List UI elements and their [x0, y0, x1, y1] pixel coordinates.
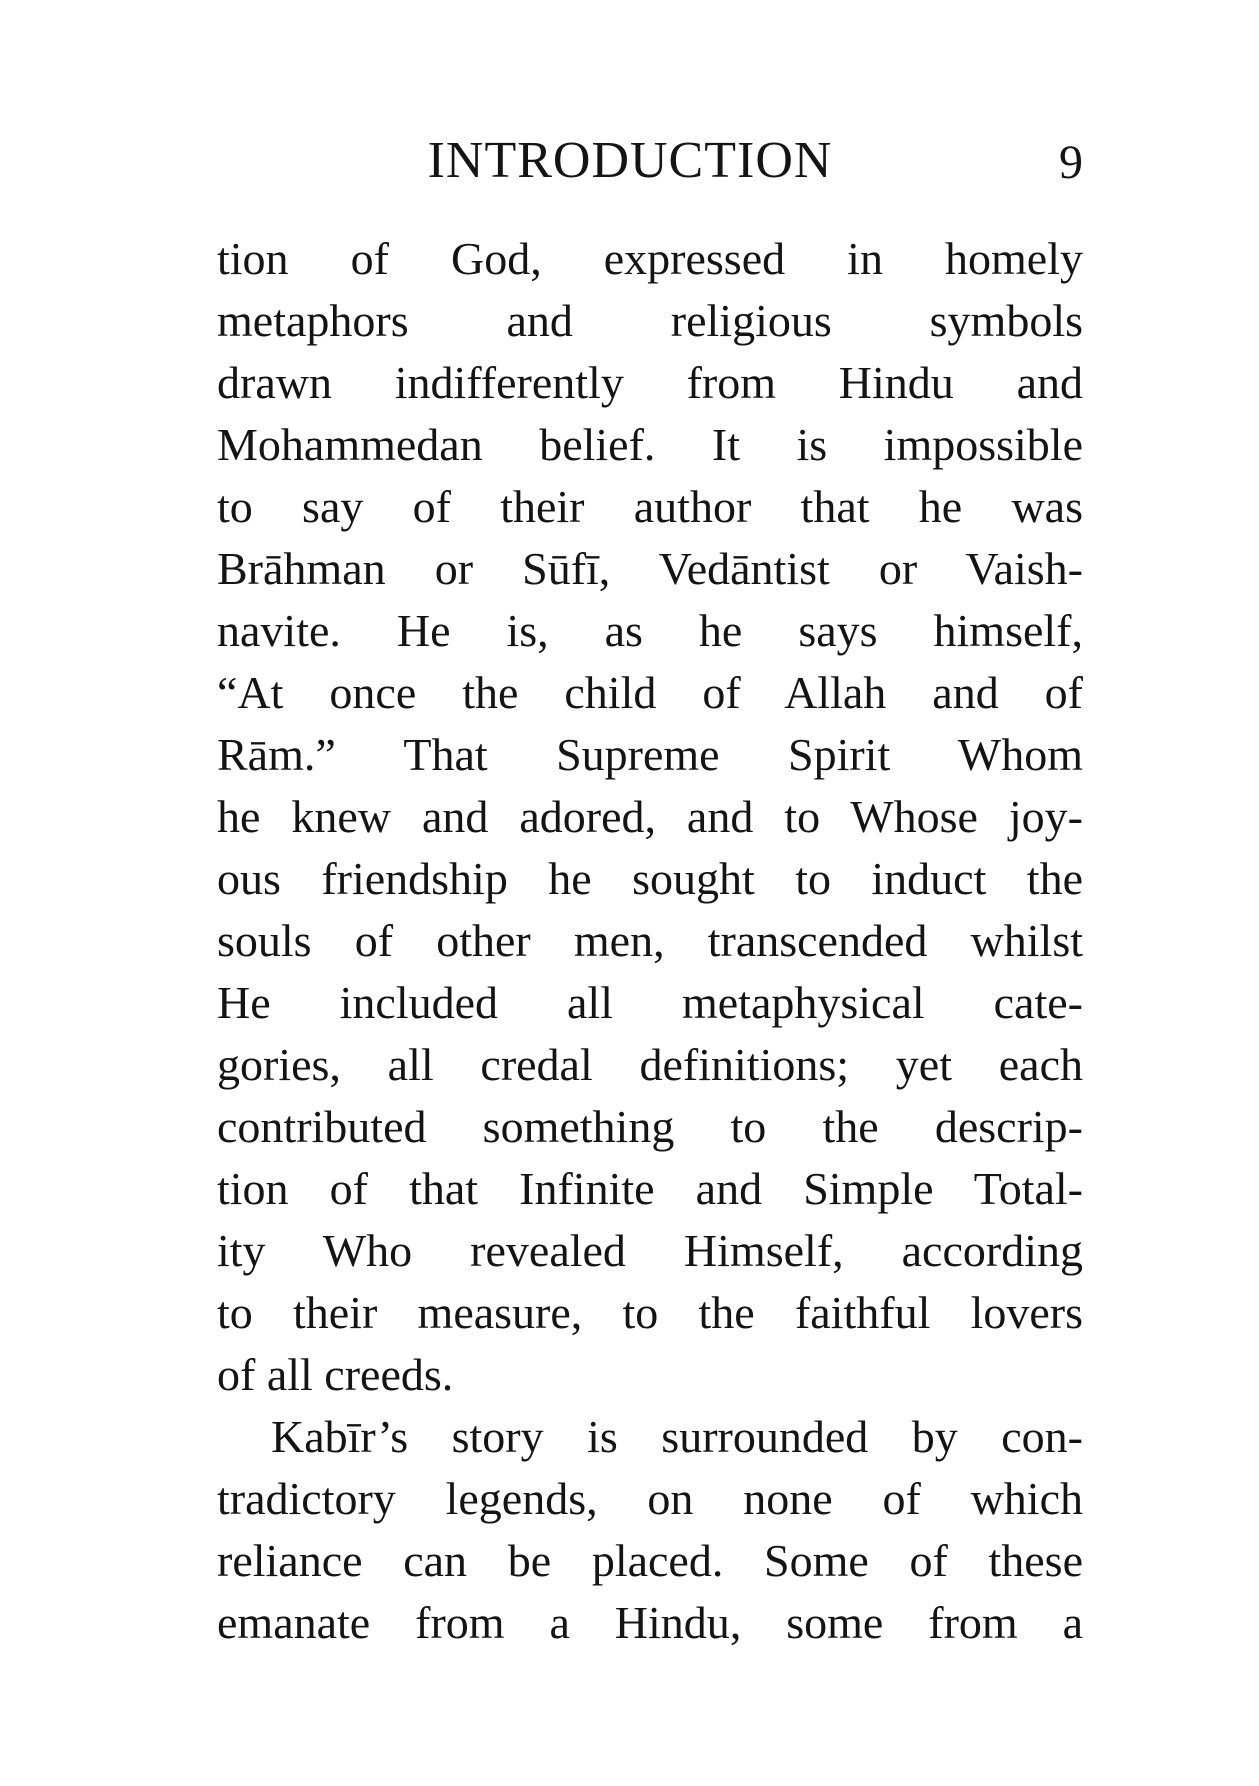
text-line: Mohammedan belief. It is impossible — [217, 419, 1083, 470]
text-line: navite. He is, as he says himself, — [217, 605, 1083, 656]
text-line: Rām.” That Supreme Spirit Whom — [217, 729, 1083, 780]
text-line: he knew and adored, and to Whose joy- — [217, 791, 1083, 842]
text-line: Kabīr’s story is surrounded by con- — [271, 1411, 1083, 1462]
text-line: tradictory legends, on none of which — [217, 1473, 1083, 1524]
paragraph-1 — [217, 228, 1083, 1406]
text-line: to their measure, to the faithful lovers — [217, 1287, 1083, 1338]
text-line: souls of other men, transcended whilst — [217, 915, 1083, 966]
body-text — [217, 228, 1083, 1654]
text-line: contributed something to the descrip- — [217, 1101, 1083, 1152]
text-line: He included all metaphysical cate- — [217, 977, 1083, 1028]
text-line: emanate from a Hindu, some from a — [217, 1597, 1083, 1648]
text-line: drawn indifferently from Hindu and — [217, 357, 1083, 408]
text-line: Brāhman or Sūfī, Vedāntist or Vaish- — [217, 543, 1083, 594]
text-line: tion of that Infinite and Simple Total- — [217, 1163, 1083, 1214]
text-line: to say of their author that he was — [217, 481, 1083, 532]
text-line: gories, all credal definitions; yet each — [217, 1039, 1083, 1090]
text-line: of all creeds. — [217, 1349, 454, 1400]
page-number: 9 — [1059, 136, 1083, 189]
text-line: ity Who revealed Himself, according — [217, 1225, 1083, 1276]
text-line: “At once the child of Allah and of — [217, 667, 1083, 718]
chapter-title: INTRODUCTION — [427, 132, 833, 189]
paragraph-2 — [217, 1406, 1083, 1654]
text-line: reliance can be placed. Some of these — [217, 1535, 1083, 1586]
text-line: metaphors and religious symbols — [217, 295, 1083, 346]
running-header — [217, 126, 1083, 196]
text-line: tion of God, expressed in homely — [217, 233, 1083, 284]
text-line: ous friendship he sought to induct the — [217, 853, 1083, 904]
